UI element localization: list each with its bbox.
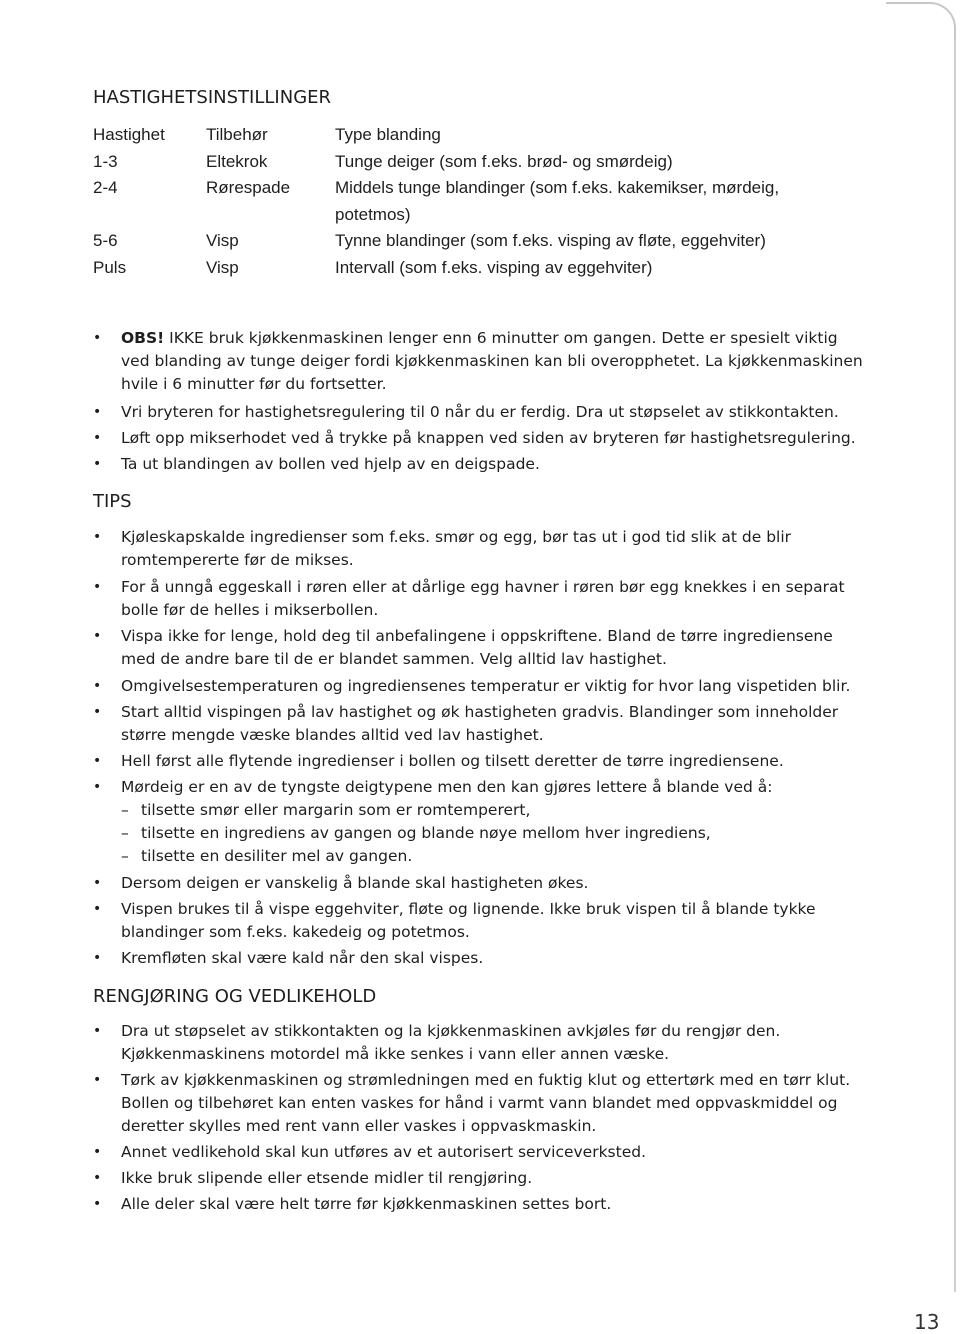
bullet-icon: • xyxy=(93,1023,102,1039)
table-row xyxy=(93,149,893,176)
bullet-icon: • xyxy=(93,779,102,795)
type-cell: potetmos) xyxy=(335,204,411,224)
list-item: • Vispa ikke for lenge, hold deg til anbefalingene i oppskriftene. Bland de tørre ingrediensene med de andre bare til de er blandet sammen. Velg alltid lav hastighet. xyxy=(93,627,833,668)
type-cell: Tunge deiger (som f.eks. brød- og smørdeig) xyxy=(335,151,673,171)
bullet-icon: • xyxy=(93,753,102,769)
speed-table xyxy=(93,122,893,281)
bullet-icon: • xyxy=(93,704,102,720)
list-item: • Dersom deigen er vanskelig å blande skal hastigheten økes. xyxy=(93,872,893,895)
list-item: • Tørk av kjøkkenmaskinen og strømledningen med en fuktig klut og ettertørk med en tørr klut. Bollen og tilbehøret kan enten vaskes for hånd i varmt vann blandet med oppvaskmiddel og deretter skylles med rent vann eller vaskes i oppvaskmaskin. xyxy=(93,1071,851,1135)
bullet-icon: • xyxy=(93,901,102,917)
bullet-icon: • xyxy=(93,330,102,346)
accessory-cell: Eltekrok xyxy=(206,151,268,171)
bullet-icon: • xyxy=(93,1144,102,1160)
bullet-icon: • xyxy=(93,579,102,595)
list-item: • OBS! IKKE bruk kjøkkenmaskinen lenger enn 6 minutter om gangen. Dette er spesielt viktig ved blanding av tunge deiger fordi kjøkkenmaskinen kan bli overopphetet. La kjøkkenmaskinen hvile i 6 minutter før du fortsetter. xyxy=(93,327,893,396)
list-item: • Dra ut støpselet av stikkontakten og la kjøkkenmaskinen avkjøles før du rengjør den. Kjøkkenmaskinens motordel må ikke senkes i vann eller annen væske. xyxy=(93,1022,781,1063)
bullet-icon: • xyxy=(93,430,102,446)
column-header-accessory: Tilbehør xyxy=(206,125,268,144)
speed-cell: 1-3 xyxy=(93,151,118,171)
bullet-icon: • xyxy=(93,678,102,694)
bullet-icon: • xyxy=(93,1196,102,1212)
accessory-cell: Visp xyxy=(206,257,239,277)
speed-section-heading: HASTIGHETSINSTILLINGER xyxy=(93,87,332,108)
dash-icon: – xyxy=(121,847,129,865)
list-item: • Hell først alle flytende ingredienser i bollen og tilsett deretter de tørre ingrediensene. xyxy=(93,750,893,773)
speed-table-header xyxy=(93,122,893,149)
table-row xyxy=(93,175,893,202)
page-edge-decoration xyxy=(954,40,956,1292)
list-item: • Vri bryteren for hastighetsregulering til 0 når du er ferdig. Dra ut støpselet av stikkontakten. xyxy=(93,401,893,424)
list-item: • Kjøleskapskalde ingredienser som f.eks. smør og egg, bør tas ut i god tid slik at de blir romtempererte før de mikses. xyxy=(93,528,792,569)
bullet-icon: • xyxy=(93,404,102,420)
list-item: • Start alltid vispingen på lav hastighet og øk hastigheten gradvis. Blandinger som inneholder større mengde væske blandes alltid ved lav hastighet. xyxy=(93,703,839,744)
type-cell: Intervall (som f.eks. visping av eggehviter) xyxy=(335,257,653,277)
table-row xyxy=(93,202,893,229)
bullet-icon: • xyxy=(93,875,102,891)
column-header-speed: Hastighet xyxy=(93,125,165,144)
dash-icon: – xyxy=(121,801,129,819)
page-corner-decoration xyxy=(886,2,956,72)
list-item: • Omgivelsestemperaturen og ingrediensenes temperatur er viktig for hvor lang vispetiden blir. xyxy=(93,675,893,698)
type-cell: Tynne blandinger (som f.eks. visping av fløte, eggehviter) xyxy=(335,231,766,250)
table-row xyxy=(93,228,893,255)
list-item-text: OBS! IKKE bruk kjøkkenmaskinen lenger enn 6 minutter om gangen. Dette er spesielt viktig xyxy=(121,329,838,347)
bullet-icon: • xyxy=(93,1072,102,1088)
list-item: • Ta ut blandingen av bollen ved hjelp av en deigspade. xyxy=(93,453,893,476)
bullet-icon: • xyxy=(93,950,102,966)
tips-heading: TIPS xyxy=(93,491,132,512)
list-item: • Kremfløten skal være kald når den skal vispes. xyxy=(93,947,893,970)
speed-cell xyxy=(93,202,206,229)
accessory-cell: Rørespade xyxy=(206,178,291,197)
dash-icon: – xyxy=(121,824,129,842)
accessory-cell: Visp xyxy=(206,231,239,250)
list-item: • Mørdeig er en av de tyngste deigtypene men den kan gjøres lettere å blande ved å: xyxy=(93,776,893,799)
accessory-cell xyxy=(206,202,335,229)
list-item: • Vispen brukes til å vispe eggehviter, fløte og lignende. Ikke bruk vispen til å blande tykke blandinger som f.eks. kakedeig og potetmos. xyxy=(93,900,816,941)
cleaning-heading: RENGJØRING OG VEDLIKEHOLD xyxy=(93,986,377,1007)
bullet-icon: • xyxy=(93,1170,102,1186)
bullet-icon: • xyxy=(93,456,102,472)
obs-label: OBS! xyxy=(121,329,165,347)
speed-cell: 5-6 xyxy=(93,231,118,250)
list-item: • Løft opp mikserhodet ved å trykke på knappen ved siden av bryteren før hastighetsregulering. xyxy=(93,427,893,450)
column-header-type: Type blanding xyxy=(335,125,441,144)
list-item: • For å unngå eggeskall i røren eller at dårlige egg havner i røren bør egg knekkes i en separat bolle før de helles i mikserbollen. xyxy=(93,578,845,619)
list-item: • Alle deler skal være helt tørre før kjøkkenmaskinen settes bort. xyxy=(93,1193,893,1216)
list-item: • Ikke bruk slipende eller etsende midler til rengjøring. xyxy=(93,1167,893,1190)
speed-cell: 2-4 xyxy=(93,178,118,197)
speed-cell: Puls xyxy=(93,257,127,277)
page-number: 13 xyxy=(914,1310,940,1334)
list-item: • Annet vedlikehold skal kun utføres av et autorisert serviceverksted. xyxy=(93,1141,893,1164)
table-row xyxy=(93,255,893,282)
type-cell: Middels tunge blandinger (som f.eks. kakemikser, mørdeig, xyxy=(335,178,780,197)
bullet-icon: • xyxy=(93,628,102,644)
bullet-icon: • xyxy=(93,529,102,545)
